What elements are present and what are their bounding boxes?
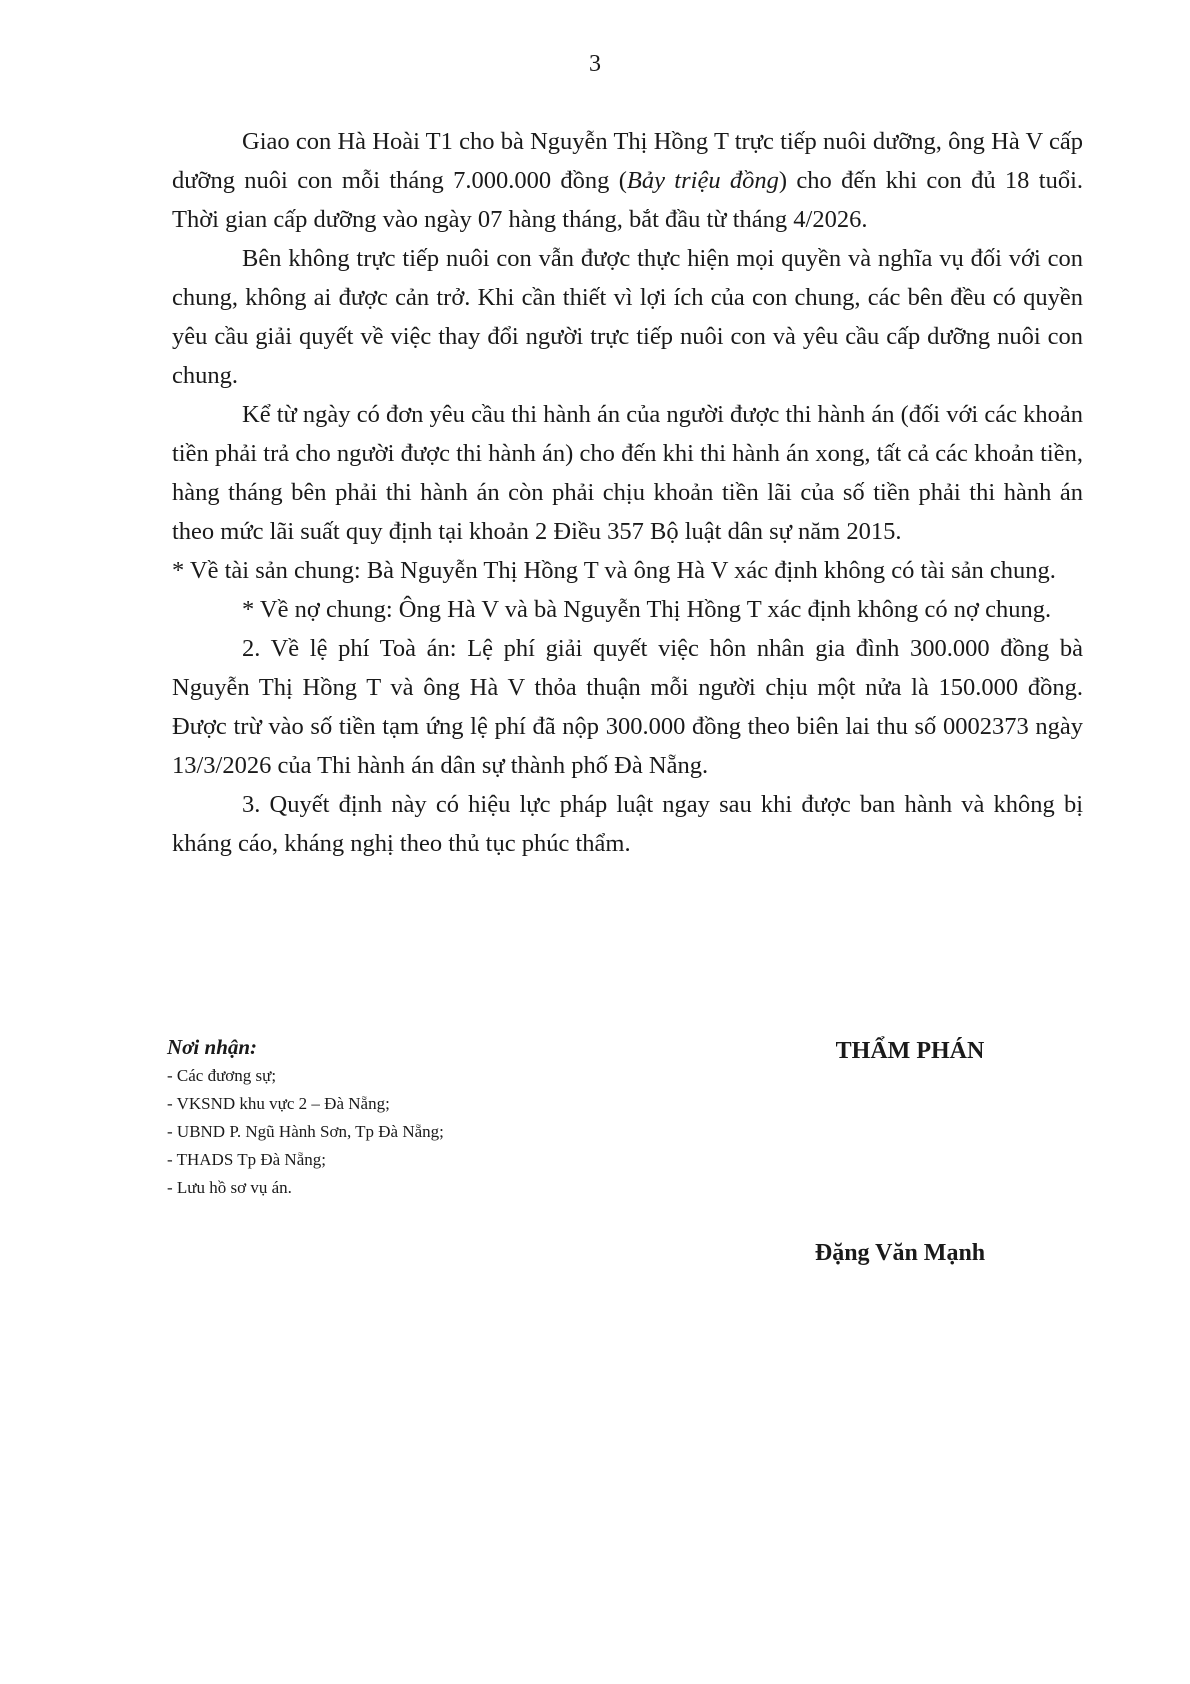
paragraph-effect: 3. Quyết định này có hiệu lực pháp luật ngay sau khi được ban hành và không bị kháng cáo, kháng nghị theo thủ tục phúc thẩm. (172, 791, 1083, 857)
signer-title: THẨM PHÁN (835, 1038, 985, 1064)
recipient-item: - VKSND khu vực 2 – Đà Nẵng; (167, 1094, 390, 1113)
paragraph-custody-text-1: Giao con Hà Hoài T1 cho bà Nguyễn Thị Hồng T trực tiếp nuôi dưỡng, ông Hà V cấp dưỡng nuôi con mỗi tháng 7.000.000 đồng ( (172, 128, 1083, 194)
paragraph-custody-amount-words: Bảy triệu đồng (626, 167, 779, 194)
recipient-item: - THADS Tp Đà Nẵng; (167, 1150, 326, 1169)
paragraph-common-debt: * Về nợ chung: Ông Hà V và bà Nguyễn Thị Hồng T xác định không có nợ chung. (242, 596, 1052, 623)
recipient-item: - UBND P. Ngũ Hành Sơn, Tp Đà Nẵng; (167, 1122, 444, 1141)
recipient-item: - Các đương sự; (167, 1066, 277, 1085)
signer-name: Đặng Văn Mạnh (814, 1240, 986, 1266)
paragraph-rights: Bên không trực tiếp nuôi con vẫn được thực hiện mọi quyền và nghĩa vụ đối với con chung, không ai được cản trở. Khi cần thiết vì lợi ích của con chung, các bên đều có quyền yêu cầu giải quyết về việc thay đổi người trực tiếp nuôi con và yêu cầu cấp dưỡng nuôi con chung. (172, 245, 1083, 389)
paragraph-custody-text-2: ) cho đến khi con đủ 18 tuổi. Thời gian cấp dưỡng vào ngày 07 hàng tháng, bắt đầu từ tháng 4/2026. (172, 167, 1083, 233)
recipient-item: - Lưu hồ sơ vụ án. (167, 1178, 292, 1197)
paragraph-common-property: * Về tài sản chung: Bà Nguyễn Thị Hồng T và ông Hà V xác định không có tài sản chung. (172, 557, 1056, 584)
page-number: 3 (589, 51, 601, 77)
recipients-title: Nơi nhận: (167, 1035, 258, 1059)
paragraph-court-fee: 2. Về lệ phí Toà án: Lệ phí giải quyết việc hôn nhân gia đình 300.000 đồng bà Nguyễn Thị Hồng T và ông Hà V thỏa thuận mỗi người chịu một nửa là 150.000 đồng. Được trừ vào số tiền tạm ứng lệ phí đã nộp 300.000 đồng theo biên lai thu số 0002373 ngày 13/3/2026 của Thi hành án dân sự thành phố Đà Nẵng. (172, 635, 1083, 779)
document-body (172, 122, 1083, 863)
paragraph-custody (172, 122, 1083, 239)
recipients-list (167, 1062, 647, 1202)
recipients-block (167, 1032, 647, 1202)
paragraph-interest: Kể từ ngày có đơn yêu cầu thi hành án của người được thi hành án (đối với các khoản tiền phải trả cho người được thi hành án) cho đến khi thi hành án xong, tất cả các khoản tiền, hàng tháng bên phải thi hành án còn phải chịu khoản tiền lãi của số tiền phải thi hành án theo mức lãi suất quy định tại khoản 2 Điều 357 Bộ luật dân sự năm 2015. (172, 401, 1083, 545)
